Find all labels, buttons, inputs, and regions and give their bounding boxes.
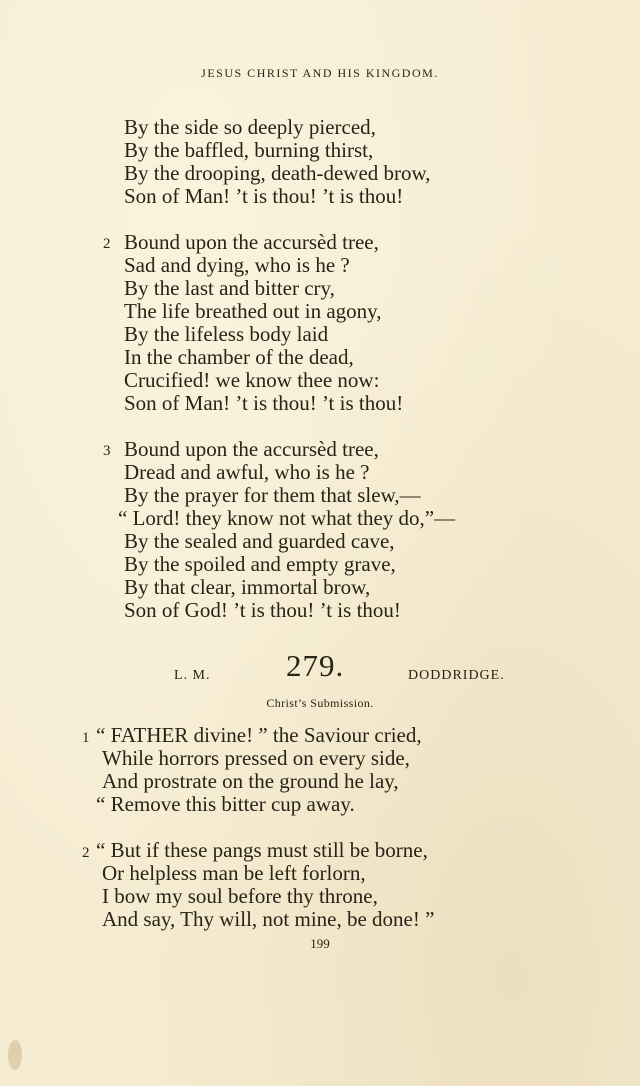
- verse-line: In the chamber of the dead,: [124, 345, 354, 369]
- running-head: JESUS CHRIST AND HIS KINGDOM.: [201, 66, 439, 80]
- verse-line: “ Lord! they know not what they do,”—: [118, 506, 456, 530]
- verse-line: Sad and dying, who is he ?: [124, 253, 350, 277]
- verse-line: By the last and bitter cry,: [124, 276, 335, 300]
- stanza-number: 3: [103, 443, 111, 459]
- verse-line: “ But if these pangs must still be borne,: [96, 838, 428, 862]
- paper-stain: [8, 1040, 22, 1070]
- verse-line: By the baffled, burning thirst,: [124, 138, 374, 162]
- verse-line: “ Remove this bitter cup away.: [96, 792, 355, 816]
- page-number: 199: [310, 936, 330, 951]
- hymn-title: Christ’s Submission.: [266, 696, 374, 710]
- verse-line: By the spoiled and empty grave,: [124, 552, 396, 576]
- verse-line: Or helpless man be left forlorn,: [102, 861, 366, 885]
- stanza-number: 2: [103, 236, 111, 252]
- stanza-number: 1: [82, 730, 90, 746]
- verse-line: Son of Man! ’t is thou! ’t is thou!: [124, 391, 404, 415]
- verse-line: I bow my soul before thy throne,: [102, 884, 378, 908]
- verse-line: By the sealed and guarded cave,: [124, 529, 395, 553]
- verse-line: By the lifeless body laid: [124, 322, 329, 346]
- verse-line: Dread and awful, who is he ?: [124, 460, 370, 484]
- verse-line: By the prayer for them that slew,—: [124, 483, 421, 507]
- verse-line: “ FATHER divine! ” the Saviour cried,: [96, 723, 422, 747]
- verse-line: And say, Thy will, not mine, be done! ”: [102, 907, 435, 931]
- verse-line: By that clear, immortal brow,: [124, 575, 371, 599]
- verse-line: Crucified! we know thee now:: [124, 368, 380, 392]
- verse-line: Son of Man! ’t is thou! ’t is thou!: [124, 184, 404, 208]
- verse-line: The life breathed out in agony,: [124, 299, 382, 323]
- verse-line: Bound upon the accursèd tree,: [124, 437, 379, 461]
- verse-line: While horrors pressed on every side,: [102, 746, 410, 770]
- verse-line: Son of God! ’t is thou! ’t is thou!: [124, 598, 401, 622]
- hymn-meter: L. M.: [174, 668, 211, 683]
- verse-line: By the drooping, death-dewed brow,: [124, 161, 431, 185]
- verse-line: And prostrate on the ground he lay,: [102, 769, 399, 793]
- verse-line: By the side so deeply pierced,: [124, 115, 376, 139]
- stanza-number: 2: [82, 845, 90, 861]
- hymn-author: DODDRIDGE.: [408, 668, 505, 683]
- verse-line: Bound upon the accursèd tree,: [124, 230, 379, 254]
- hymn-number: 279.: [286, 648, 345, 683]
